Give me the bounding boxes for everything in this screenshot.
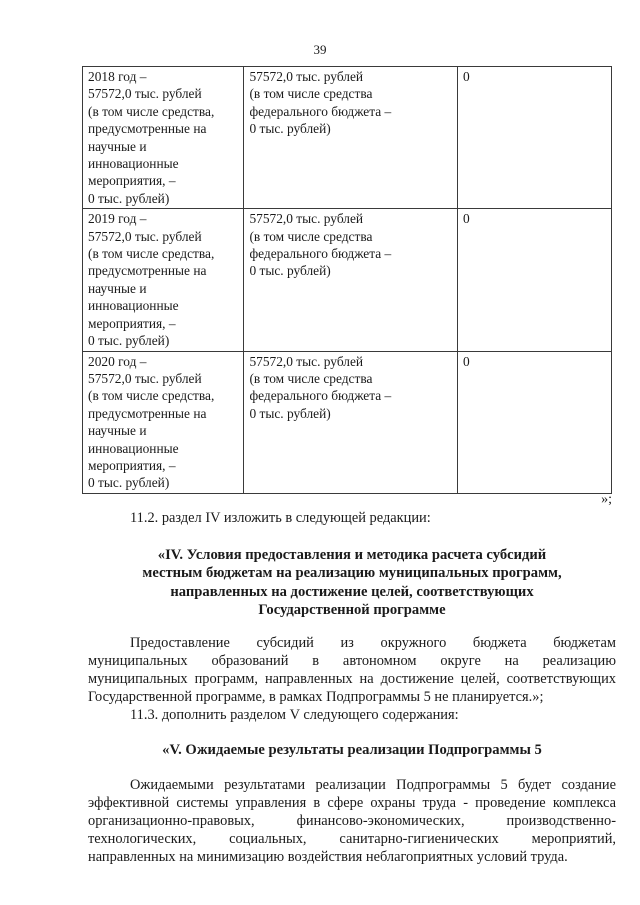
cell-line: 0 тыс. рублей) xyxy=(249,121,331,137)
section-iv-paragraph xyxy=(88,634,616,706)
table-cell-amount xyxy=(244,351,458,493)
table-row xyxy=(83,351,612,493)
cell-line: научные и xyxy=(88,423,147,439)
table-cell-amount xyxy=(244,67,458,209)
cell-line: 2019 год – xyxy=(88,211,147,227)
cell-line: 0 тыс. рублей) xyxy=(249,405,331,421)
cell-line: 57572,0 тыс. рублей xyxy=(88,86,202,102)
cell-line: (в том числе средства, xyxy=(88,246,215,262)
cell-line: 0 тыс. рублей) xyxy=(88,475,170,491)
section-iv-heading xyxy=(88,546,616,620)
cell-line: научные и xyxy=(88,138,147,154)
cell-line: федерального бюджета – xyxy=(249,103,392,119)
page-number: 39 xyxy=(313,42,327,57)
cell-line: федерального бюджета – xyxy=(249,246,392,262)
paragraph-line: Государственной программе, в рамках Подпрограммы 5 не планируется.»; xyxy=(88,689,544,705)
table-cell-period xyxy=(83,67,244,209)
heading-line: местным бюджетам на реализацию муниципальных программ, xyxy=(142,565,562,582)
item-11-3: 11.3. дополнить разделом V следующего содержания: xyxy=(130,707,459,723)
table-cell-other: 0 xyxy=(458,351,612,493)
budget-table xyxy=(82,66,612,494)
cell-line: предусмотренные на xyxy=(88,263,207,279)
table-cell-period xyxy=(83,209,244,351)
cell-line: 0 тыс. рублей) xyxy=(88,190,170,206)
item-11-2: 11.2. раздел IV изложить в следующей редакции: xyxy=(130,510,431,526)
cell-line: 2020 год – xyxy=(88,353,147,369)
table-cell-period xyxy=(83,351,244,493)
cell-line: мероприятия, – xyxy=(88,173,176,189)
heading-line: «V. Ожидаемые результаты реализации Подпрограммы 5 xyxy=(162,742,542,758)
table-row xyxy=(83,67,612,209)
cell-line: 57572,0 тыс. рублей xyxy=(249,69,364,84)
table-row xyxy=(83,209,612,351)
paragraph-line: технологических, социальных, санитарно-гигиенических мероприятий, xyxy=(88,831,616,847)
cell-line: (в том числе средства xyxy=(249,86,373,102)
cell-line: 0 тыс. рублей) xyxy=(249,263,331,279)
paragraph-line: муниципальных образований в автономном округе на реализацию xyxy=(88,653,616,669)
paragraph-line: муниципальных программ, направленных на достижение целей, соответствующих xyxy=(88,671,616,687)
cell-line: 0 тыс. рублей) xyxy=(88,333,170,349)
table-cell-other: 0 xyxy=(458,67,612,209)
cell-line: мероприятия, – xyxy=(88,315,176,331)
paragraph-line: эффективной системы управления в сфере охраны труда - проведение комплекса xyxy=(88,795,616,811)
cell-line: инновационные xyxy=(88,156,179,172)
cell-line: 57572,0 тыс. рублей xyxy=(249,211,364,227)
heading-line: направленных на достижение целей, соответствующих xyxy=(170,583,534,600)
cell-line: инновационные xyxy=(88,298,179,314)
cell-line: 57572,0 тыс. рублей xyxy=(88,228,202,244)
cell-line: инновационные xyxy=(88,440,179,456)
cell-line: (в том числе средства xyxy=(249,370,373,386)
paragraph-line: направленных на минимизацию воздействия неблагоприятных условий труда. xyxy=(88,849,568,865)
cell-line: 2018 год – xyxy=(88,69,147,84)
cell-line: 57572,0 тыс. рублей xyxy=(88,370,202,386)
paragraph-line: Предоставление субсидий из окружного бюджета бюджетам xyxy=(130,635,616,651)
cell-line: предусмотренные на xyxy=(88,405,207,421)
paragraph-line: Ожидаемыми результатами реализации Подпрограммы 5 будет создание xyxy=(130,777,616,793)
closing-quote: »; xyxy=(601,492,612,507)
cell-line: (в том числе средства xyxy=(249,228,373,244)
section-v-paragraph xyxy=(88,776,616,866)
table-cell-amount xyxy=(244,209,458,351)
cell-line: мероприятия, – xyxy=(88,457,176,473)
cell-line: (в том числе средства, xyxy=(88,103,215,119)
cell-line: 57572,0 тыс. рублей xyxy=(249,353,364,369)
section-v-heading xyxy=(88,741,616,759)
cell-line: (в том числе средства, xyxy=(88,388,215,404)
heading-line: «IV. Условия предоставления и методика расчета субсидий xyxy=(157,547,547,563)
cell-line: предусмотренные на xyxy=(88,121,207,137)
heading-line: Государственной программе xyxy=(258,602,446,619)
paragraph-line: организационно-правовых, финансово-экономических, производственно- xyxy=(88,813,616,829)
table-cell-other: 0 xyxy=(458,209,612,351)
cell-line: научные и xyxy=(88,280,147,296)
cell-line: федерального бюджета – xyxy=(249,388,392,404)
